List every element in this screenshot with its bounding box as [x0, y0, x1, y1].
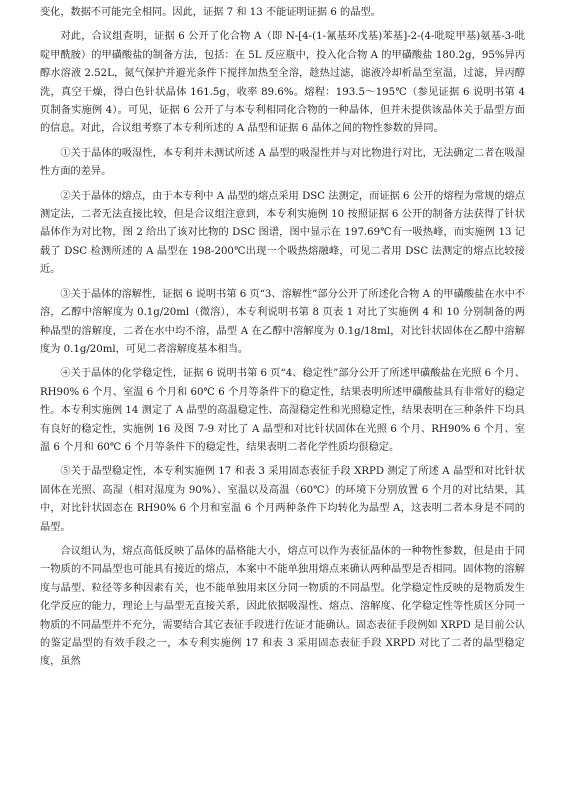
paragraph-panel-opinion: 合议组认为，熔点高低反映了晶体的晶格能大小，熔点可以作为表征晶体的一种物性参数，但是由于同一物质的不同晶型也可能具有接近的熔点，本案中不能单独用熔点来确认两种晶型是否相同。固体物的溶解度与晶型、粒径等多种因素有关，也不能单独用来区分同一物质的不同晶型。化学稳定性反映的是物质发生化学反应的能力，理论上与晶型无直接关系，因此依据吸湿性、熔点、溶解度、化学稳定性等性质区分同一物质的不同晶型并不充分，需要结合其它表征手段进行佐证才能确认。固态表征手段例如 XRPD 是目前公认的鉴定晶型的有效手段之一，本专利实施例 17 和表 3 采用固态表征手段 XRPD 对比了二者的晶型稳定度，虽然: [40, 545, 525, 668]
paragraph-melting-point: ②关于晶体的熔点，由于本专利中 A 晶型的熔点采用 DSC 法测定，而证据 6 公开的熔程为常规的熔点测定法，二者无法直接比较，但是合议组注意到，本专利实施例 10 按照证据 6 公开的制备方法获得了针状晶体作为对比物，图 2 给出了该对比物的 DSC 图谱，图中显示在 197.69℃有一吸热峰，而实施例 13 记载了 DSC 检测所述的 A 晶型在 198-200℃出现一个吸热熔融峰，可见二者用 DSC 法测定的熔点比较接近。: [40, 190, 525, 276]
paragraph-chemical-stability: ④关于晶体的化学稳定性，证据 6 说明书第 6 页“4、稳定性”部分公开了所述甲磺酸盐在光照 6 个月、RH90% 6 个月、室温 6 个月和 60℃ 6 个月等条件下的稳定性，结果表明所述甲磺酸盐具有非常好的稳定性。本专利实施例 14 测定了 A 晶型的高温稳定性、高湿稳定性和光照稳定性，结果表明在三种条件下均具有良好的稳定性，实施例 16 及图 7-9 对比了 A 晶型和对比针状固体在光照 6 个月、RH90% 6 个月、室温 6 个月和 60℃ 6 个月等条件下的稳定性，结果表明二者化学性质均很稳定。: [40, 368, 525, 453]
paragraph-solubility: ③关于晶体的溶解性，证据 6 说明书第 6 页“3、溶解性”部分公开了所述化合物 A 的甲磺酸盐在水中不溶，乙醇中溶解度为 0.1g/20ml（微溶），本专利说明书第 8 页表 1 对比了实施例 4 和 10 分别制备的两种晶型的溶解度，二者在水中均不溶，晶型 A 在乙醇中溶解度为 0.1g/18ml，对比针状固体在乙醇中溶解度为 0.1g/20ml，可见二者溶解度基本相当。: [40, 288, 525, 355]
paragraph-crystal-stability: ⑤关于晶型稳定性，本专利实施例 17 和表 3 采用固态表征手段 XRPD 测定了所述 A 晶型和对比针状固体在光照、高湿（相对湿度为 90%）、室温以及高温（60℃）的环境下分别放置 6 个月的对比结果，其中，对比针状固态在 RH90% 6 个月和室温 6 个月两种条件下均转化为晶型 A，这表明二者本身是不同的晶型。: [40, 466, 525, 533]
paragraph-hygroscopicity: ①关于晶体的吸湿性，本专利并未测试所述 A 晶型的吸湿性并与对比物进行对比，无法确定二者在吸湿性方面的差异。: [40, 147, 525, 178]
paragraph-panel-findings: 对此，合议组查明，证据 6 公开了化合物 A（即 N-[4-(1-氰基环戊基)苯基]-2-(4-吡啶甲基)氨基-3-吡啶甲酰胺）的甲磺酸盐的制备方法，包括：在 5L 反应瓶中，投入化合物 A 的甲磺酸盐 180.2g，95%异丙醇水溶液 2.52L，氮气保护并避光条件下搅拌加热至全溶，趁热过滤，滤液冷却析晶至室温，过滤，异丙醇洗，真空干燥，得白色针状晶体 161.5g，收率 89.6%。熔程：193.5～195℃（参见证据 6 说明书第 4 页制备实施例 4）。可见，证据 6 公开了与本专利相同化合物的一种晶体，但并未提供该晶体关于晶型方面的信息。对此，合议组考察了本专利所述的 A 晶型和证据 6 晶体之间的物性参数的异同。: [40, 31, 525, 135]
paragraph-continuation: 变化，数据不可能完全相同。因此，证据 7 和 13 不能证明证据 6 的晶型。: [40, 7, 381, 18]
